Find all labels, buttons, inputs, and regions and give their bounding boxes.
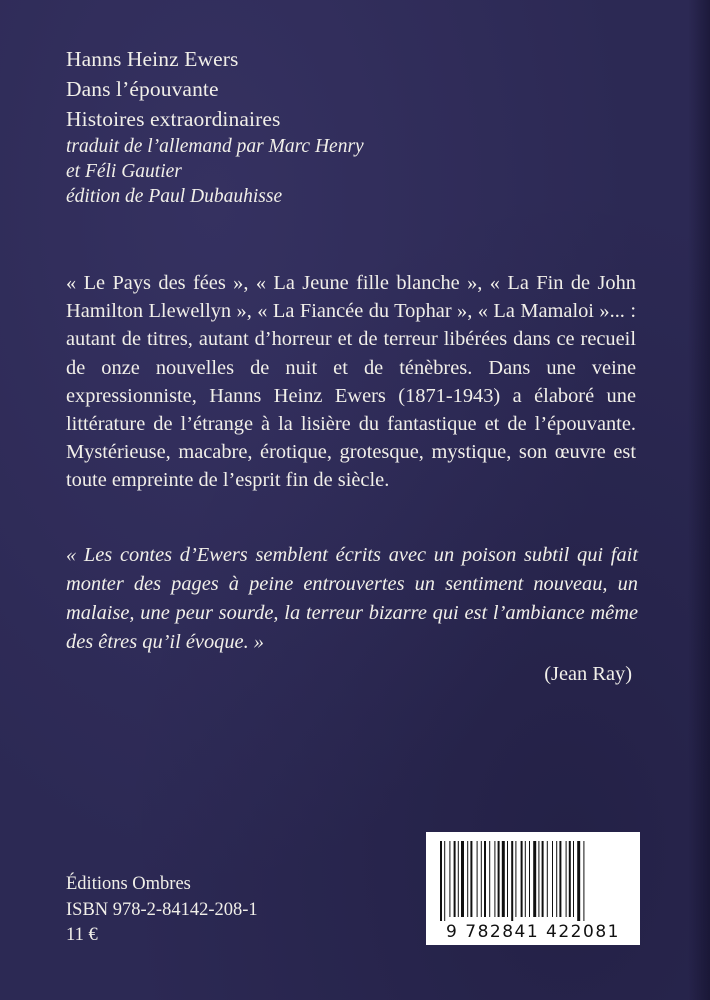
- book-subtitle: Histoires extraordinaires: [66, 107, 281, 131]
- barcode-bar: [542, 841, 544, 917]
- quote-attribution: (Jean Ray): [544, 663, 632, 685]
- barcode-bar: [559, 841, 561, 917]
- barcode: [426, 832, 640, 945]
- translation-credit: traduit de l’allemand par Marc Henry: [66, 136, 364, 157]
- book-header: [66, 44, 626, 209]
- barcode-bars: [438, 841, 628, 921]
- author-name: Hanns Heinz Ewers: [66, 47, 239, 71]
- barcode-bar: [583, 841, 584, 921]
- barcode-bar: [511, 841, 513, 921]
- barcode-bar: [454, 841, 456, 917]
- barcode-bar: [533, 841, 536, 917]
- barcode-bar: [458, 841, 459, 917]
- barcode-bar: [525, 841, 526, 917]
- barcode-bar: [481, 841, 482, 917]
- barcode-bar: [538, 841, 539, 917]
- barcode-bar: [569, 841, 571, 917]
- barcode-bar: [484, 841, 486, 917]
- barcode-bar: [494, 841, 495, 917]
- book-title: Dans l’épouvante: [66, 77, 219, 101]
- book-price: 11 €: [66, 925, 98, 945]
- review-quote: « Les contes d’Ewers semblent écrits avec un poison subtil qui fait monter des pages à peine entrouvertes un sentiment nouveau, un malaise, une peur sourde, la terreur bizarre qui est l’ambiance même des êtres qu’il évoque. »: [66, 544, 638, 653]
- barcode-bar: [556, 841, 557, 917]
- isbn-number: ISBN 978-2-84142-208-1: [66, 899, 258, 920]
- barcode-bar: [498, 841, 500, 917]
- barcode-bar: [577, 841, 580, 921]
- barcode-bar: [507, 841, 508, 917]
- publisher-info: [66, 872, 258, 949]
- barcode-bar: [449, 841, 450, 917]
- barcode-bar: [461, 841, 464, 917]
- barcode-bar: [477, 841, 478, 917]
- barcode-bar: [521, 841, 523, 917]
- edition-credit: édition de Paul Dubauhisse: [66, 186, 283, 207]
- barcode-bar: [566, 841, 567, 917]
- translation-credit-cont: et Féli Gautier: [66, 161, 182, 182]
- barcode-bar: [529, 841, 530, 917]
- barcode-bar: [467, 841, 468, 917]
- spine-shadow: [688, 0, 710, 1000]
- barcode-bar: [573, 841, 574, 917]
- barcode-bar: [502, 841, 505, 917]
- barcode-bar: [470, 841, 472, 917]
- barcode-bar: [547, 841, 548, 917]
- barcode-bar: [444, 841, 445, 921]
- blurb-paragraph: « Le Pays des fées », « La Jeune fille blanche », « La Fin de John Hamilton Llewellyn », « La Fiancée du Tophar », « La Mamaloi »... : autant de titres, autant d’horreur et de terreur libérées dans ce recueil de onze nouvelles de nuit et de ténèbres. Dans une veine expressionniste, Hanns Heinz Ewers (1871-1943) a élaboré une littérature de l’étrange à la lisière du fantastique et de l’épouvante. Mystérieuse, macabre, érotique, grotesque, mystique, son œuvre est toute empreinte de l’esprit fin de siècle.: [66, 272, 636, 492]
- barcode-bar: [552, 841, 553, 917]
- barcode-bar: [515, 841, 516, 917]
- barcode-bar: [440, 841, 442, 921]
- barcode-bar: [489, 841, 490, 917]
- publisher-name: Éditions Ombres: [66, 874, 191, 894]
- barcode-digits: 9 782841 422081: [446, 922, 620, 942]
